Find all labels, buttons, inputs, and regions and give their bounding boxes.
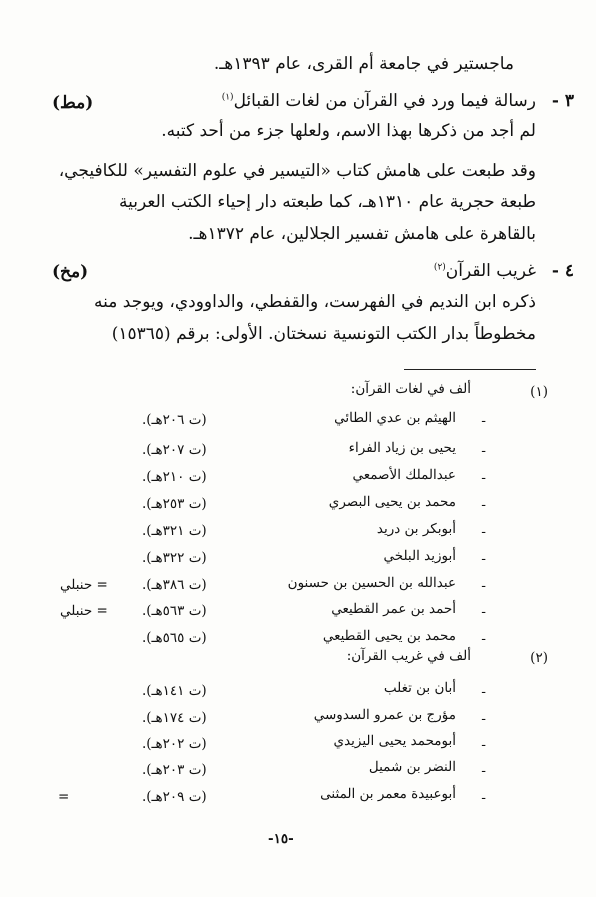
entry-name: أبوزيد البلخي <box>383 548 456 564</box>
page-number: -١٥- <box>268 831 294 847</box>
item3-title <box>222 91 536 111</box>
entry-dash: - <box>481 497 486 513</box>
entry-name: أحمد بن عمر القطيعي <box>331 601 456 617</box>
entry-name: أبوعبيدة معمر بن المثنى <box>320 786 456 802</box>
entry-death: (ت ٢٠٣هـ). <box>142 762 207 778</box>
entry-death: (ت ٢٥٣هـ). <box>142 496 207 512</box>
item3-footnote-ref: (١) <box>221 92 234 103</box>
entry-death: (ت ٣٨٦هـ). <box>142 577 207 593</box>
fn1-heading: ألف في لغات القرآن: <box>350 381 471 397</box>
entry-dash: - <box>481 631 486 647</box>
fn2-heading: ألف في غريب القرآن: <box>346 648 471 664</box>
entry-dash: - <box>481 790 486 806</box>
entry-name: عبدالله بن الحسين بن حسنون <box>287 575 456 591</box>
entry-dash: - <box>481 737 486 753</box>
entry-death: (ت ١٧٤هـ). <box>142 710 207 726</box>
entry-death: (ت ٢٠٩هـ). <box>142 789 207 805</box>
entry-name: مؤرج بن عمرو السدوسي <box>313 707 456 723</box>
fn2-marker: (٢) <box>530 650 548 666</box>
item3-line-2: وقد طبعت على هامش كتاب «التيسير في علوم التفسير» للكافيجي، <box>58 161 536 181</box>
entry-name: عبدالملك الأصمعي <box>352 467 456 483</box>
fn1-marker: (١) <box>530 384 548 400</box>
entry-dash: - <box>481 711 486 727</box>
entry-death: (ت ٢٠٧هـ). <box>142 442 207 458</box>
entry-name: النضر بن شميل <box>368 759 456 775</box>
item3-line-4: بالقاهرة على هامش تفسير الجلالين، عام ١٣٧٢هـ. <box>188 224 536 244</box>
item3-number: ٣ - <box>551 91 574 111</box>
entry-name: محمد بن يحيى البصري <box>328 494 456 510</box>
entry-dash: - <box>481 578 486 594</box>
item4-tag: (مخ) <box>52 262 89 282</box>
item3-title-text: رسالة فيما ورد في القرآن من لغات القبائل <box>233 91 536 111</box>
intro-line: ماجستير في جامعة أم القرى، عام ١٣٩٣هـ. <box>213 54 514 74</box>
entry-dash: - <box>481 470 486 486</box>
item4-line-1: ذكره ابن النديم في الفهرست، والقفطي، والداوودي، ويوجد منه <box>94 292 536 312</box>
entry-death: (ت ٢٠٦هـ). <box>142 412 207 428</box>
entry-name: أبوبكر بن دريد <box>376 521 456 537</box>
item3-line-3: طبعة حجرية عام ١٣١٠هـ، كما طبعته دار إحياء الكتب العربية <box>119 192 536 212</box>
item4-number: ٤ - <box>551 261 574 281</box>
entry-name: الهيثم بن عدي الطائي <box>334 410 456 426</box>
entry-dash: - <box>481 551 486 567</box>
entry-dash: - <box>481 763 486 779</box>
entry-dash: - <box>481 524 486 540</box>
item3-tag: (مط) <box>52 93 94 113</box>
entry-note: = حنبلي <box>60 577 108 593</box>
entry-death: (ت ٢١٠هـ). <box>142 469 207 485</box>
entry-dash: - <box>481 443 486 459</box>
entry-name: يحيى بن زياد الفراء <box>348 440 456 456</box>
item4-footnote-ref: (٢) <box>433 262 446 273</box>
entry-name: أبومحمد يحيى اليزيدي <box>333 733 456 749</box>
entry-name: أبان بن تغلب <box>383 680 456 696</box>
entry-dash: - <box>481 413 486 429</box>
entry-death: (ت ١٤١هـ). <box>142 683 207 699</box>
item4-title <box>434 261 536 281</box>
entry-dash: - <box>481 604 486 620</box>
entry-name: محمد بن يحيى القطيعي <box>322 628 456 644</box>
entry-dash: - <box>481 684 486 700</box>
entry-note: = حنبلي <box>60 603 108 619</box>
entry-note: = <box>58 789 70 805</box>
item4-title-text: غريب القرآن <box>445 261 536 281</box>
entry-death: (ت ٢٠٢هـ). <box>142 736 207 752</box>
entry-death: (ت ٥٦٣هـ). <box>142 603 207 619</box>
item3-line-1: لم أجد من ذكرها بهذا الاسم، ولعلها جزء من أحد كتبه. <box>161 121 536 141</box>
footnote-separator <box>404 369 536 370</box>
entry-death: (ت ٥٦٥هـ). <box>142 630 207 646</box>
item4-line-2: مخطوطاً بدار الكتب التونسية نسختان. الأولى: برقم (١٥٣٦٥) <box>111 324 536 344</box>
entry-death: (ت ٣٢١هـ). <box>142 523 207 539</box>
entry-death: (ت ٣٢٢هـ). <box>142 550 207 566</box>
